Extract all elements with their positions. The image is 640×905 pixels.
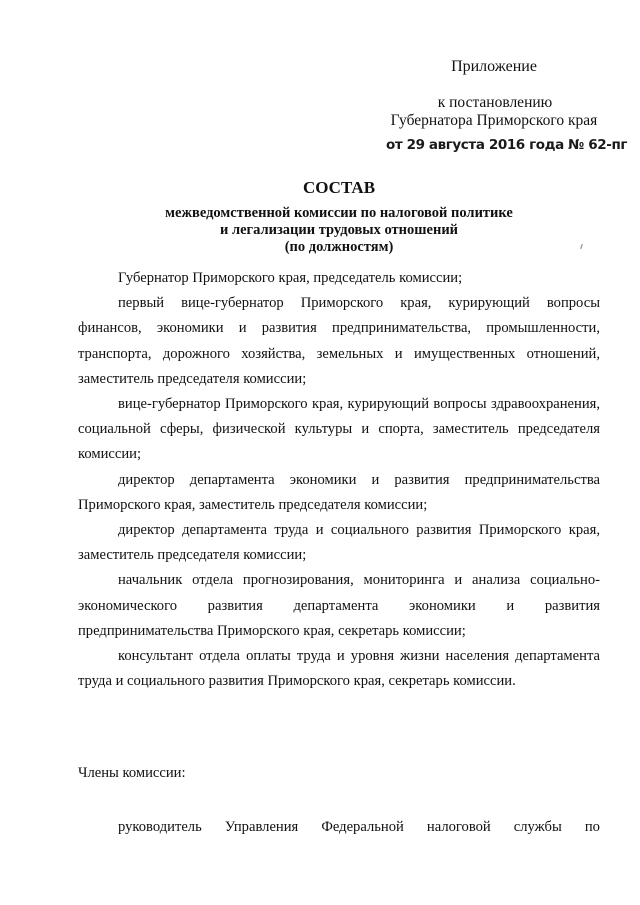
list-item: начальник отдела прогнозирования, мониторинга и анализа социально-экономического развития департамента экономики и развития предпринимательства Приморского края, секретарь комиссии; xyxy=(78,572,600,639)
list-item: первый вице-губернатор Приморского края, курирующий вопросы финансов, экономики и развития предпринимательства, промышленности, транспорта, дорожного хозяйства, земельных и имущественных отношений, заместитель председателя комиссии; xyxy=(78,295,600,387)
word: службы xyxy=(513,819,562,835)
list-item: Губернатор Приморского края, председатель комиссии; xyxy=(118,270,463,286)
document-title: СОСТАВ xyxy=(302,178,376,197)
list-item: консультант отдела оплаты труда и уровня жизни населения департамента труда и социального развития Приморского края, секретарь комиссии. xyxy=(78,648,600,690)
appendix-authority-line: Губернатора Приморского края xyxy=(390,112,598,129)
list-item: директор департамента труда и социального развития Приморского края, заместитель председателя комиссии; xyxy=(78,522,600,564)
document-subtitle xyxy=(78,205,600,256)
word: Управления xyxy=(224,819,299,835)
members-heading: Члены комиссии: xyxy=(78,765,186,781)
word: руководитель xyxy=(118,819,202,835)
word: налоговой xyxy=(426,819,491,835)
word: по xyxy=(584,819,600,835)
subtitle-line-1: межведомственной комиссии по налоговой политике xyxy=(165,205,513,221)
subtitle-line-3: (по должностям) xyxy=(284,239,394,255)
appendix-date-stamp: от 29 августа 2016 года № 62-пг xyxy=(386,137,628,153)
members-first-line xyxy=(118,819,600,836)
appendix-title: Приложение xyxy=(451,58,537,75)
word: Федеральной xyxy=(321,819,404,835)
list-item: вице-губернатор Приморского края, курирующий вопросы здравоохранения, социальной сферы, физической культуры и спорта, заместитель председателя комиссии; xyxy=(78,396,600,463)
appendix-reference-line: к постановлению xyxy=(437,94,553,111)
subtitle-line-2: и легализации трудовых отношений xyxy=(219,222,459,238)
commission-composition-list xyxy=(78,266,600,694)
list-item: директор департамента экономики и развития предпринимательства Приморского края, заместитель председателя комиссии; xyxy=(78,471,600,513)
